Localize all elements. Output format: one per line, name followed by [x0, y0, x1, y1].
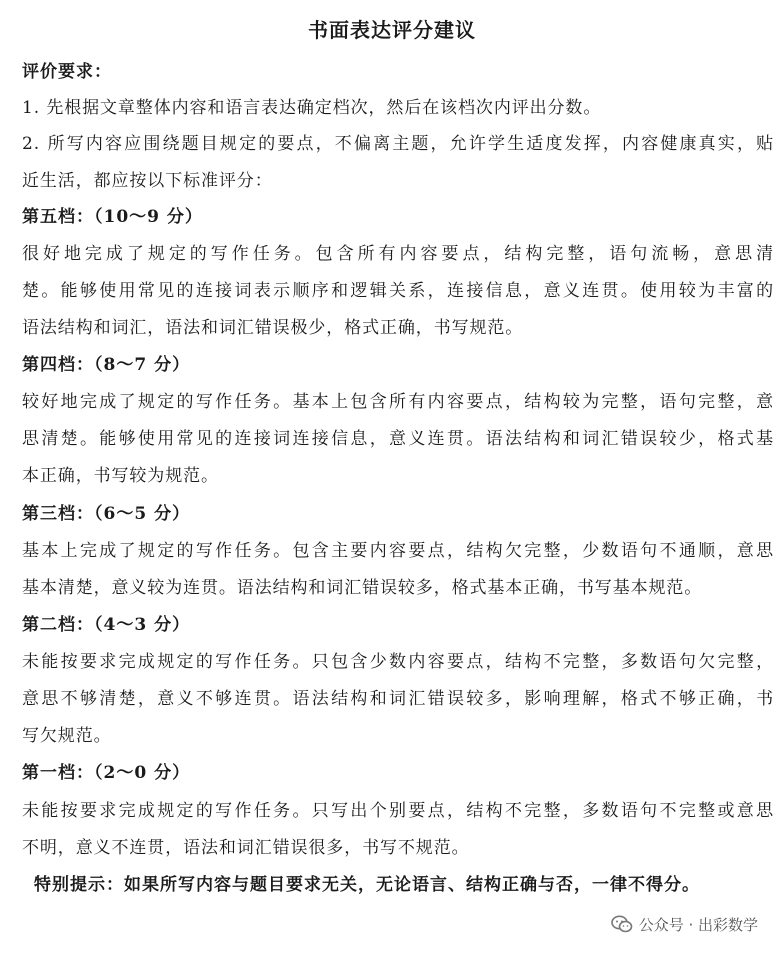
level-2-line: 未能按要求完成规定的写作任务。只包含少数内容要点，结构不完整，多数语句欠完整，	[22, 652, 774, 672]
level-2-line: 写欠规范。	[22, 726, 112, 746]
watermark	[611, 912, 758, 936]
level-4-line: 本正确，书写较为规范。	[22, 466, 219, 486]
level-4-line: 思清楚。能够使用常见的连接词连接信息，意义连贯。语法结构和词汇错误较少，格式基	[22, 429, 774, 449]
level-5-heading: 第五档：（10～9 分）	[22, 207, 203, 227]
level-1-line: 不明，意义不连贯，语法和词汇错误很多，书写不规范。	[22, 838, 470, 858]
level-5-line: 语法结构和词汇，语法和词汇错误极少，格式正确，书写规范。	[22, 318, 524, 338]
level-3-line: 基本上完成了规定的写作任务。包含主要内容要点，结构欠完整，少数语句不通顺，意思	[22, 541, 774, 561]
requirement-item-2-line-2: 近生活，都应按以下标准评分：	[22, 171, 273, 191]
requirement-item-1: 1. 先根据文章整体内容和语言表达确定档次，然后在该档次内评出分数。	[22, 98, 602, 118]
level-5-line: 很好地完成了规定的写作任务。包含所有内容要点，结构完整，语句流畅，意思清	[22, 244, 774, 264]
document-title: 书面表达评分建议	[308, 18, 476, 42]
level-1-line: 未能按要求完成规定的写作任务。只写出个别要点，结构不完整，多数语句不完整或意思	[22, 801, 774, 821]
level-5-line: 楚。能够使用常见的连接词表示顺序和逻辑关系，连接信息，意义连贯。使用较为丰富的	[22, 281, 774, 301]
level-2-heading: 第二档：（4～3 分）	[22, 615, 191, 635]
requirements-heading: 评价要求：	[22, 62, 112, 82]
level-4-line: 较好地完成了规定的写作任务。基本上包含所有内容要点，结构较为完整，语句完整，意	[22, 392, 774, 412]
level-3-line: 基本清楚，意义较为连贯。语法结构和词汇错误较多，格式基本正确，书写基本规范。	[22, 578, 703, 598]
wechat-icon	[611, 915, 633, 933]
requirement-item-2-line-1: 2. 所写内容应围绕题目规定的要点，不偏离主题，允许学生适度发挥，内容健康真实，贴	[22, 134, 774, 154]
level-3-heading: 第三档：（6～5 分）	[22, 504, 191, 524]
special-notice: 特别提示：如果所写内容与题目要求无关，无论语言、结构正确与否，一律不得分。	[34, 875, 700, 895]
level-2-line: 意思不够清楚，意义不够连贯。语法结构和词汇错误较多，影响理解，格式不够正确，书	[22, 689, 774, 709]
level-1-heading: 第一档：（2～0 分）	[22, 763, 191, 783]
level-4-heading: 第四档：（8～7 分）	[22, 355, 191, 375]
watermark-text: 公众号 · 出彩数学	[638, 915, 758, 934]
